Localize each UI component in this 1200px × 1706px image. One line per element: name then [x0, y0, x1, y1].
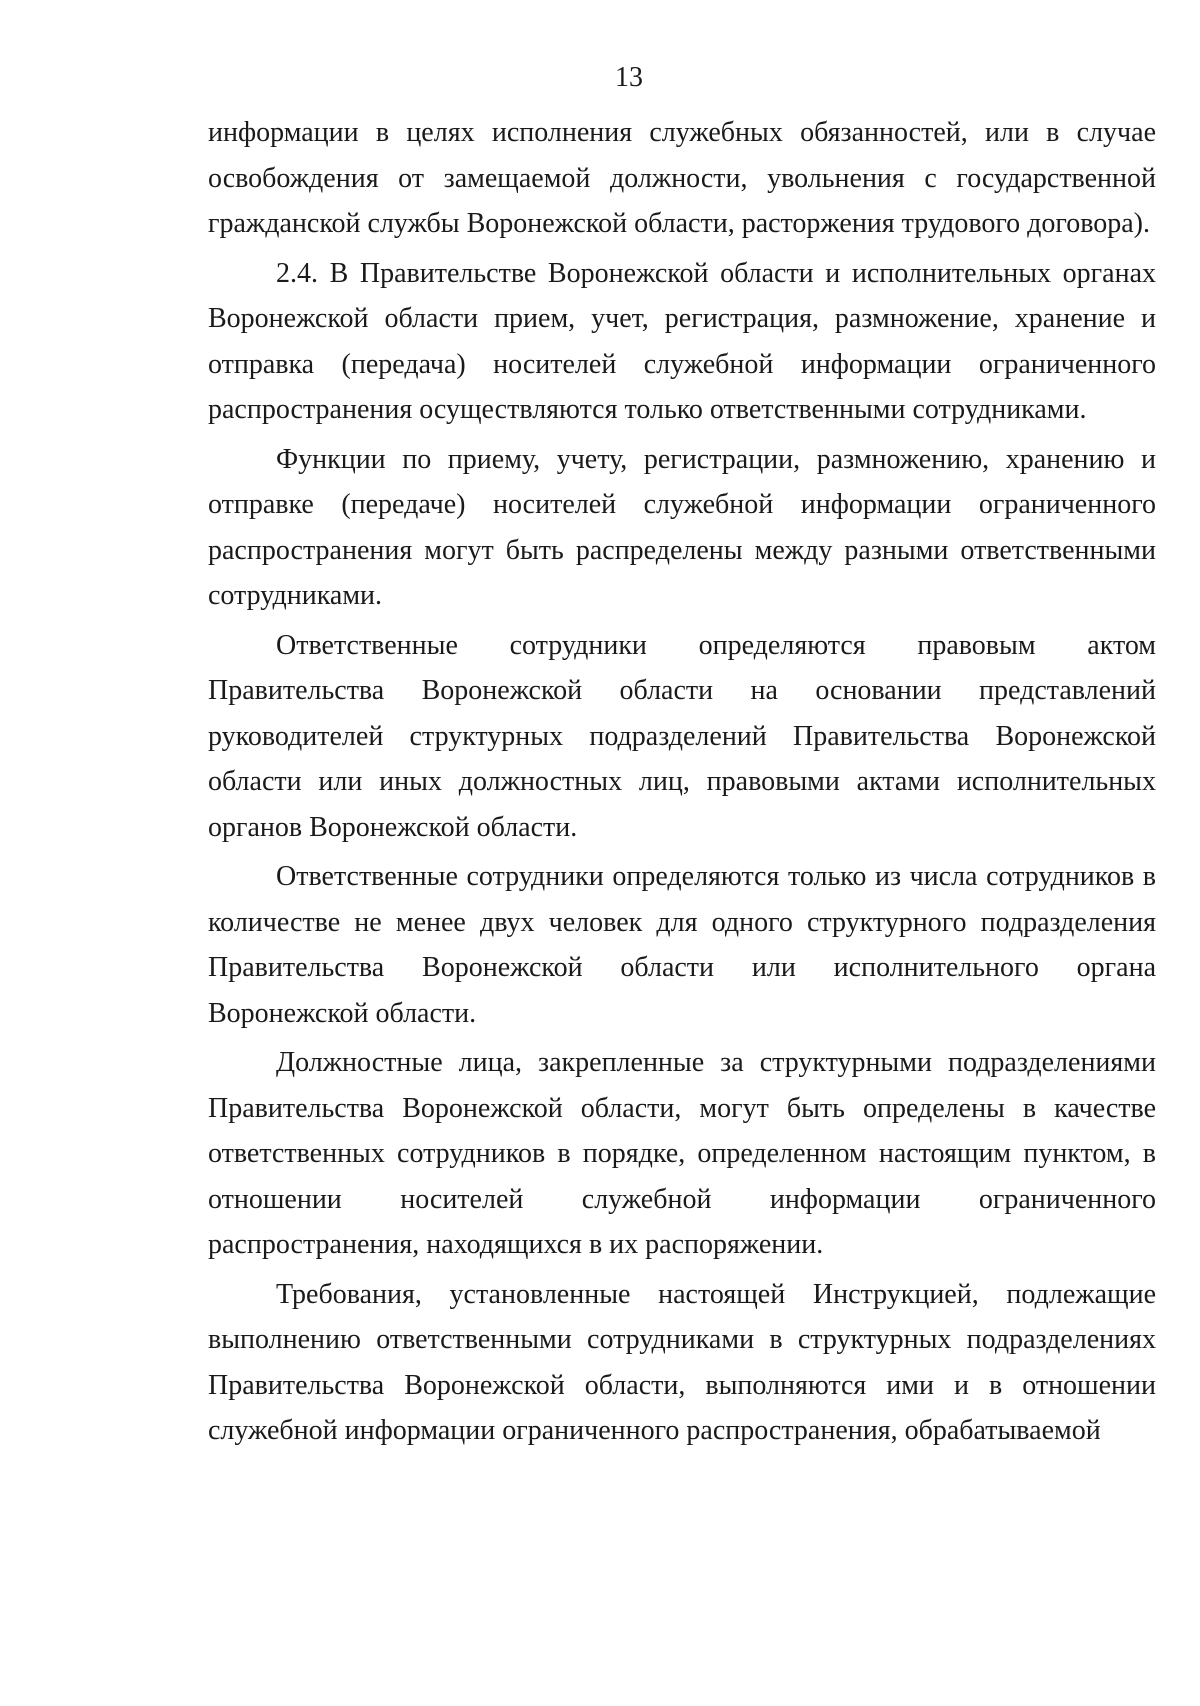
- document-body: [208, 110, 1156, 1458]
- page-number: 13: [615, 62, 643, 93]
- paragraph-2-4: 2.4. В Правительстве Воронежской области и исполнительных органах Воронежской области прием, учет, регистрация, размножение, хранение и отправка (передача) носителей служебной информации ограниченного распространения осуществляются только ответственными сотрудниками.: [208, 257, 1156, 425]
- paragraph-continuation: информации в целях исполнения служебных обязанностей, или в случае освобождения от замещаемой должности, увольнения с государственной гражданской службы Воронежской области, расторжения трудового договора).: [208, 117, 1156, 239]
- paragraph-requirements: Требования, установленные настоящей Инструкцией, подлежащие выполнению ответственными сотрудниками в структурных подразделениях Правительства Воронежской области, выполняются ими и в отношении служебной информации ограниченного распространения, обрабатываемой: [208, 1278, 1156, 1446]
- paragraph-responsible-count: Ответственные сотрудники определяются только из числа сотрудников в количестве не менее двух человек для одного структурного подразделения Правительства Воронежской области или исполнительного органа Воронежской области.: [208, 861, 1156, 1029]
- paragraph-functions: Функции по приему, учету, регистрации, размножению, хранению и отправке (передаче) носителей служебной информации ограниченного распространения могут быть распределены между разными ответственными сотрудниками.: [208, 443, 1156, 611]
- paragraph-responsible-appointment: Ответственные сотрудники определяются правовым актом Правительства Воронежской области на основании представлений руководителей структурных подразделений Правительства Воронежской области или иных должностных лиц, правовыми актами исполнительных органов Воронежской области.: [208, 629, 1156, 843]
- paragraph-officials: Должностные лица, закрепленные за структурными подразделениями Правительства Воронежской области, могут быть определены в качестве ответственных сотрудников в порядке, определенном настоящим пунктом, в отношении носителей служебной информации ограниченного распространения, находящихся в их распоряжении.: [208, 1047, 1156, 1260]
